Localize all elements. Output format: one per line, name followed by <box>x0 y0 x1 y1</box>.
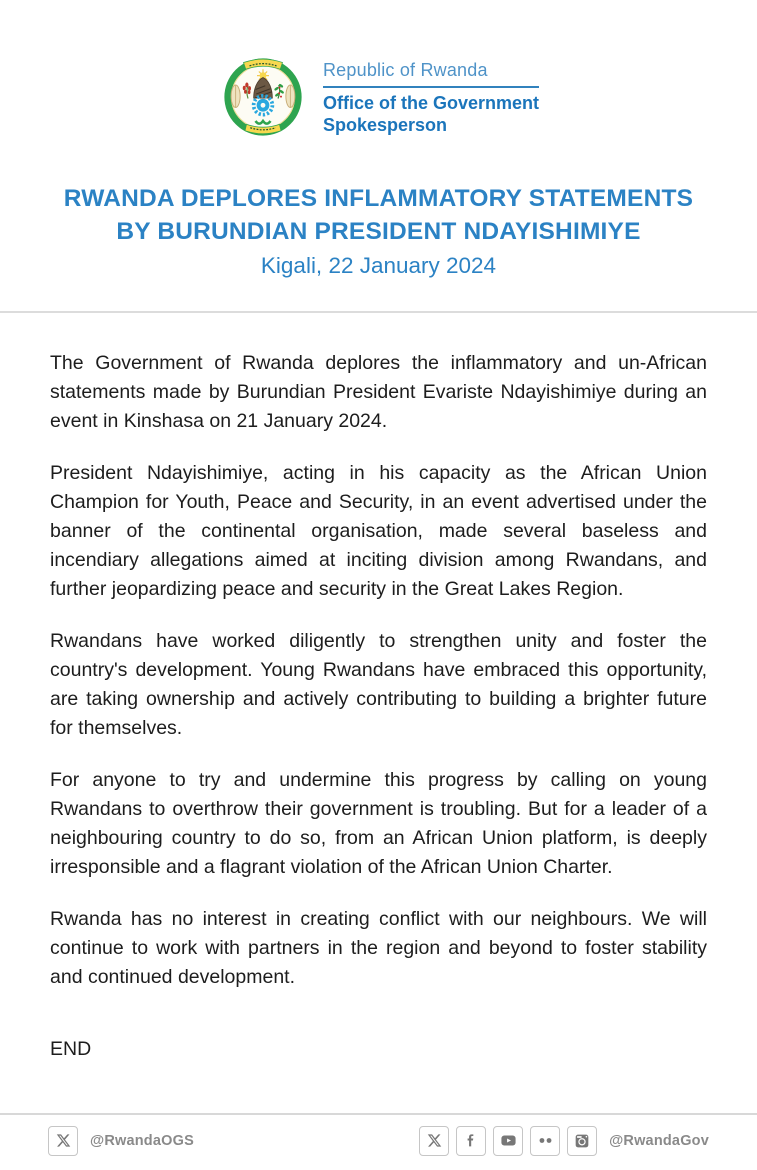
masthead <box>0 0 757 142</box>
footer-right-social <box>419 1126 709 1156</box>
dateline: Kigali, 22 January 2024 <box>260 253 497 278</box>
headline-block <box>0 182 757 281</box>
instagram-icon[interactable] <box>567 1126 597 1156</box>
x-icon[interactable] <box>48 1126 78 1156</box>
right-handle: @RwandaGov <box>609 1132 709 1149</box>
org-office-label-line1: Office of the Government <box>322 92 540 113</box>
footer-left-social <box>48 1126 194 1156</box>
headline-line-2: BY BURUNDIAN PRESIDENT NDAYISHIMIYE <box>116 218 641 245</box>
end-marker: END <box>50 1038 92 1060</box>
paragraph-1: The Government of Rwanda deplores the inflammatory and un-African statements made by Burundian President Evariste Ndayishimiye during an event in Kinshasa on 21 January 2024. <box>50 352 707 432</box>
flickr-icon[interactable] <box>530 1126 560 1156</box>
paragraph-4: For anyone to try and undermine this progress by calling on young Rwandans to overthrow their government is troubling. But for a leader of a neighbouring country to do so, from an African Union platform, is deeply irresponsible and a flagrant violation of the African Union Charter. <box>50 769 707 878</box>
footer <box>0 1113 757 1170</box>
org-republic-label: Republic of Rwanda <box>323 60 539 88</box>
headline-line-1: RWANDA DEPLORES INFLAMMATORY STATEMENTS <box>63 185 694 212</box>
org-office-label-line2: Spokesperson <box>322 114 448 135</box>
org-identity <box>323 58 539 137</box>
paragraph-2: President Ndayishimiye, acting in his capacity as the African Union Champion for Youth, Peace and Security, in an event advertised under the banner of the continental organisation, made several baseless and incendiary allegations aimed at inciting division among Rwandans, and further jeopardizing peace and security in the Great Lakes Region. <box>50 462 707 600</box>
rwanda-coat-of-arms-icon <box>218 52 308 142</box>
paragraph-5: Rwanda has no interest in creating conflict with our neighbours. We will continue to work with partners in the region and beyond to foster stability and continued development. <box>50 908 707 988</box>
paragraph-3: Rwandans have worked diligently to strengthen unity and foster the country's development. Young Rwandans have embraced this opportunity, are taking ownership and actively contributing to building a brighter future for themselves. <box>50 630 707 739</box>
youtube-icon[interactable] <box>493 1126 523 1156</box>
statement-body <box>0 313 757 992</box>
facebook-icon[interactable] <box>456 1126 486 1156</box>
left-handle: @RwandaOGS <box>90 1132 194 1149</box>
x-icon[interactable] <box>419 1126 449 1156</box>
